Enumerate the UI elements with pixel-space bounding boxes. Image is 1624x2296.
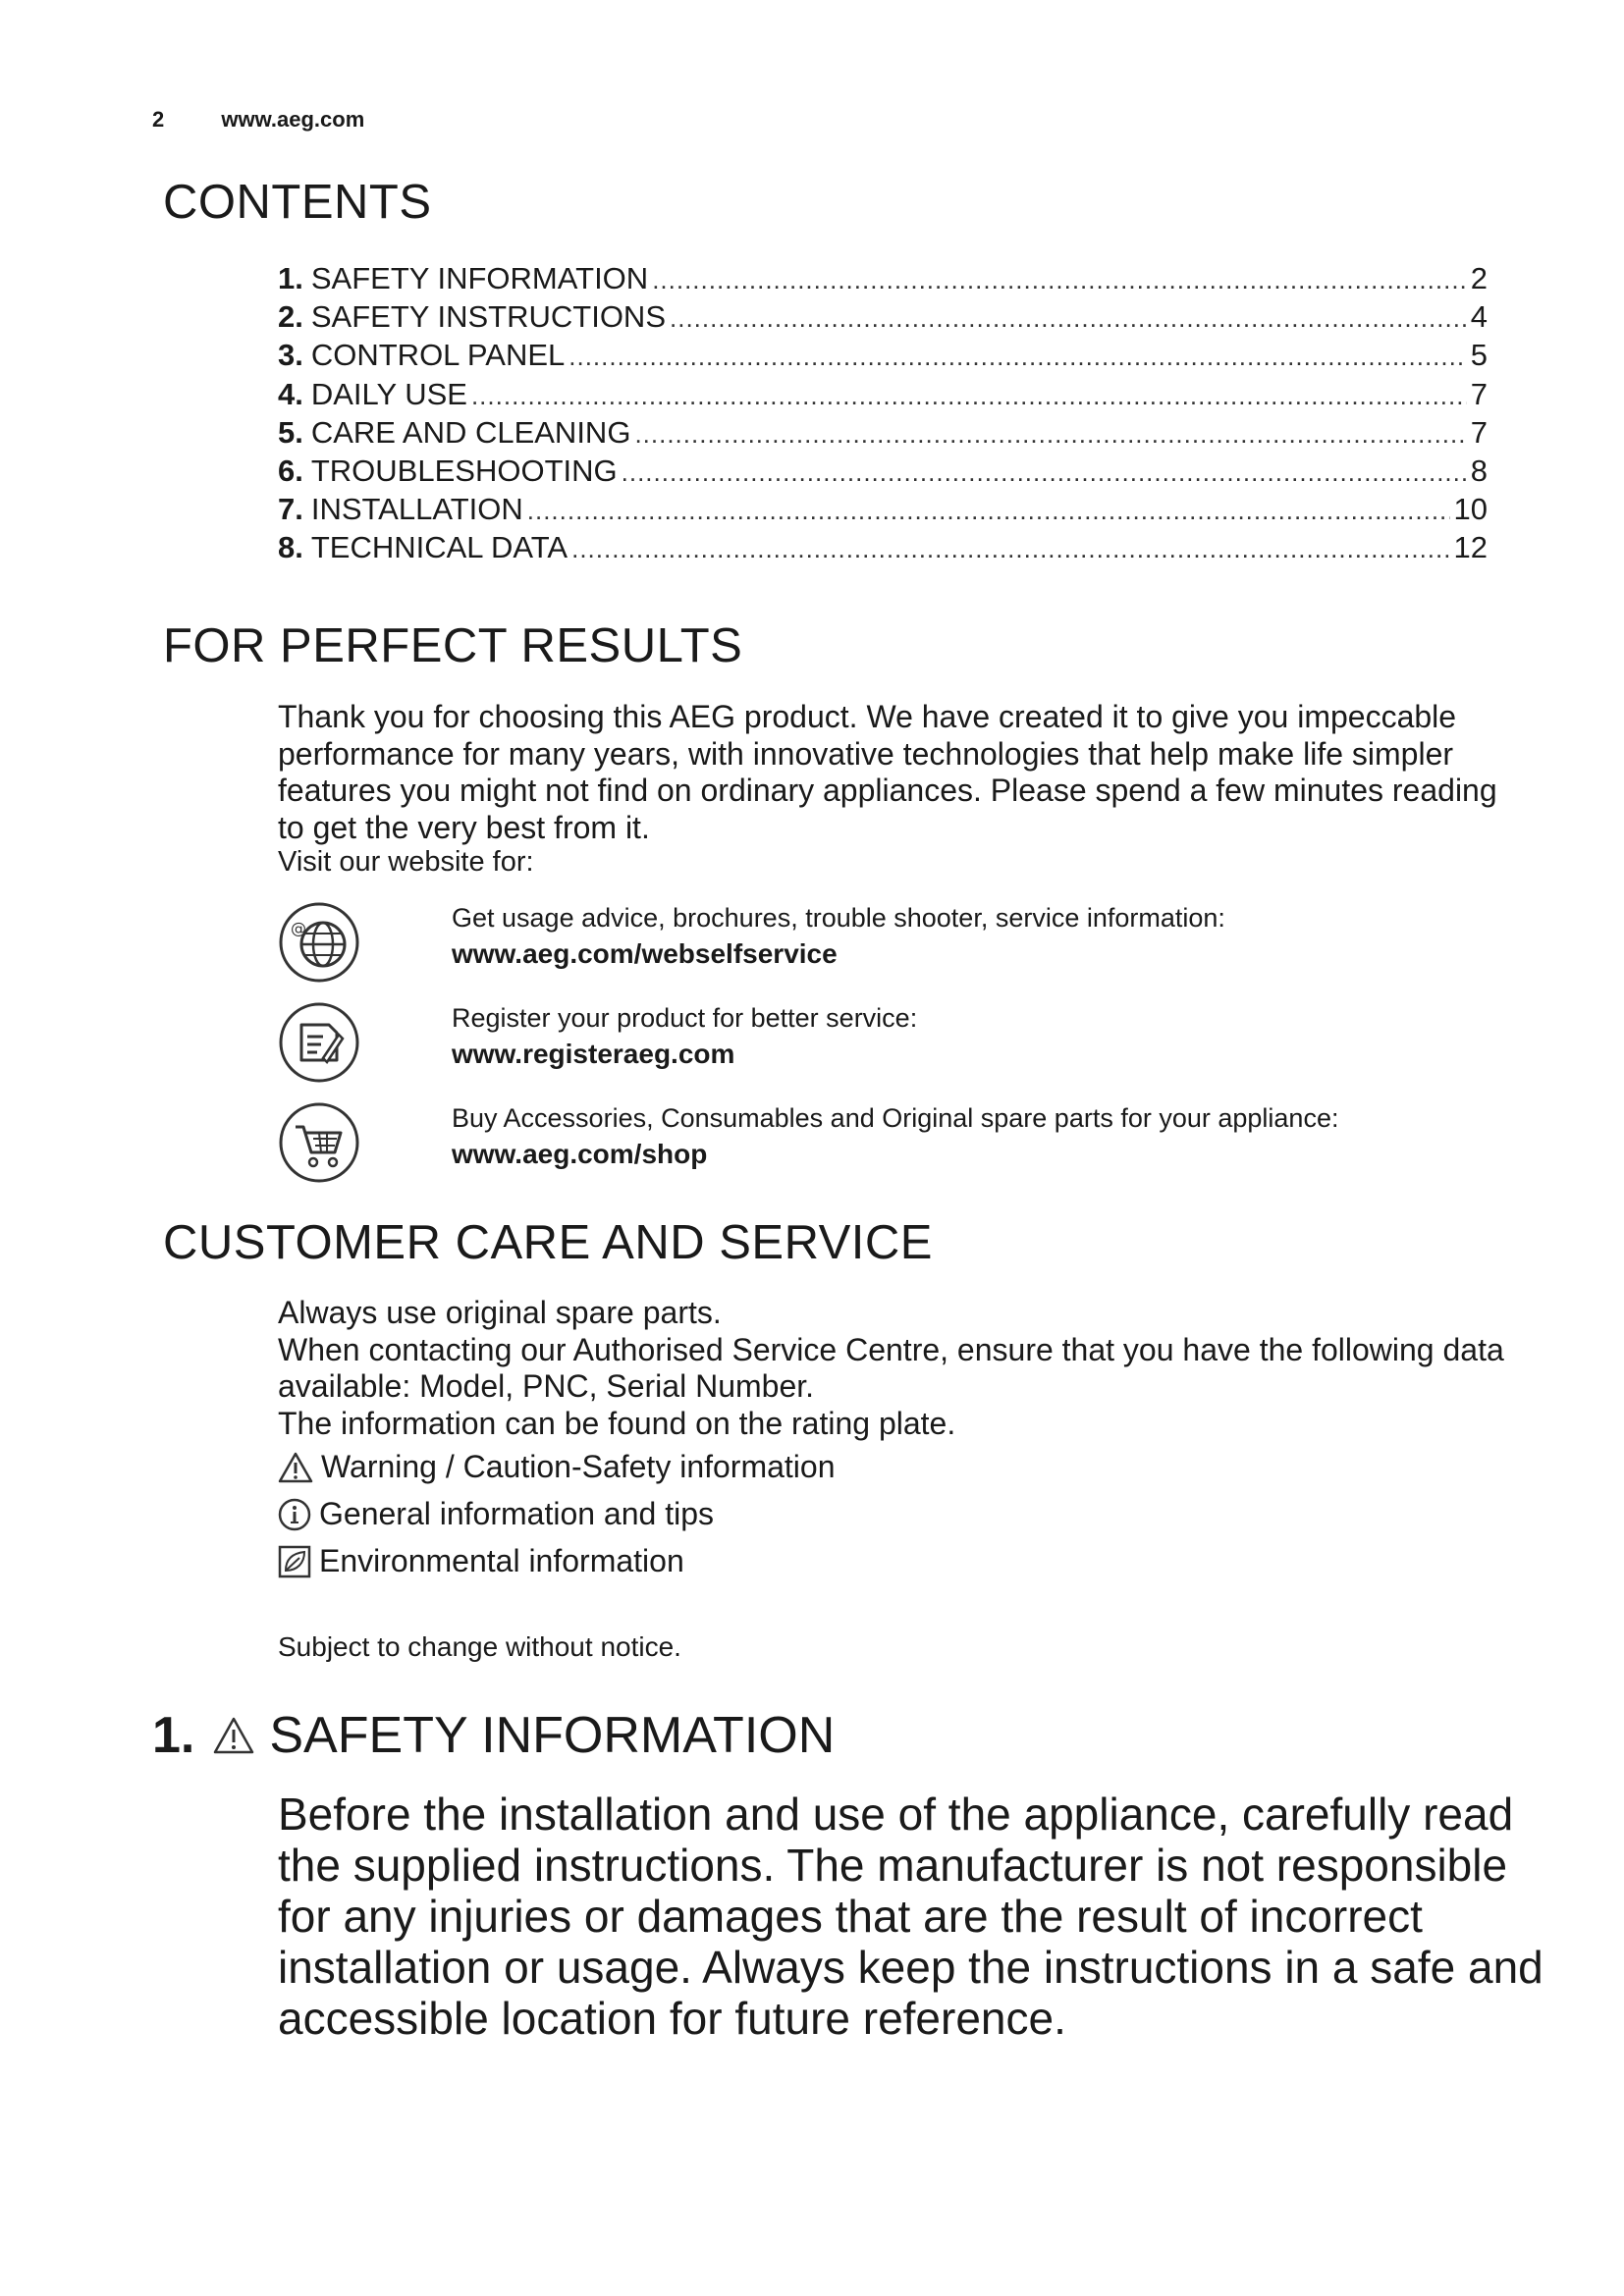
care-line: Always use original spare parts. xyxy=(278,1295,722,1330)
legend-text: Environmental information xyxy=(319,1543,684,1578)
toc-label: TROUBLESHOOTING xyxy=(310,453,618,488)
toc-leader xyxy=(471,381,1467,411)
register-icon xyxy=(278,1001,360,1084)
toc-label: CARE AND CLEANING xyxy=(310,414,631,450)
toc-num: 6. xyxy=(278,453,303,488)
svg-text:@: @ xyxy=(291,919,306,937)
warning-icon xyxy=(278,1451,313,1484)
toc-page: 5 xyxy=(1470,338,1488,373)
legend-text: General information and tips xyxy=(319,1496,714,1531)
care-line: The information can be found on the rating plate. xyxy=(278,1405,956,1441)
care-line: When contacting our Authorised Service Centre, ensure that you have the following data available: Model, PNC, Serial Number. xyxy=(278,1331,1504,1404)
toc-item[interactable] xyxy=(278,338,1488,376)
toc-leader xyxy=(568,342,1467,372)
legend-environment xyxy=(278,1543,684,1579)
web-item-text: Get usage advice, brochures, trouble shooter, service information: xyxy=(452,903,1225,933)
perfect-results-title: FOR PERFECT RESULTS xyxy=(163,619,743,672)
toc-item[interactable] xyxy=(278,454,1488,492)
toc-label: SAFETY INSTRUCTIONS xyxy=(310,299,666,335)
customer-care-text xyxy=(278,1295,1505,1442)
table-of-contents xyxy=(278,261,1488,569)
customer-care-title: CUSTOMER CARE AND SERVICE xyxy=(163,1216,933,1269)
toc-leader xyxy=(571,534,1449,564)
globe-icon xyxy=(278,901,360,984)
toc-page: 2 xyxy=(1470,261,1488,295)
toc-page: 7 xyxy=(1470,376,1488,411)
safety-title xyxy=(152,1706,835,1765)
toc-label: TECHNICAL DATA xyxy=(310,530,568,565)
toc-item[interactable] xyxy=(278,530,1488,568)
info-icon xyxy=(278,1498,311,1531)
toc-leader xyxy=(634,419,1466,450)
toc-num: 5. xyxy=(278,414,303,450)
toc-num: 8. xyxy=(278,530,303,565)
toc-page: 10 xyxy=(1453,492,1488,527)
toc-item[interactable] xyxy=(278,261,1488,299)
registeraeg-link[interactable]: www.registeraeg.com xyxy=(452,1039,735,1069)
shop-link[interactable]: www.aeg.com/shop xyxy=(452,1139,708,1169)
toc-num: 2. xyxy=(278,299,303,335)
web-item-text: Buy Accessories, Consumables and Original spare parts for your appliance: xyxy=(452,1103,1339,1133)
safety-paragraph: Before the installation and use of the appliance, carefully read the supplied instructions. The manufacturer is not responsible for any injuries or damages that are the result of incorrect installation or usage. Always keep the instructions in a safe and accessible location for future reference. xyxy=(278,1789,1543,2044)
webselfservice-link[interactable]: www.aeg.com/webselfservice xyxy=(452,938,838,969)
toc-leader xyxy=(622,457,1467,488)
toc-leader xyxy=(652,265,1467,295)
toc-page: 8 xyxy=(1470,453,1488,488)
toc-num: 1. xyxy=(278,261,303,295)
intro-paragraph: Thank you for choosing this AEG product. We have created it to give you impeccable performance for many years, with innovative technologies that help make life simpler features you might not find on ordinary appliances. Please spend a few minutes reading to get the very best from it. xyxy=(278,699,1497,845)
toc-label: CONTROL PANEL xyxy=(310,338,566,373)
contents-title: CONTENTS xyxy=(163,176,432,229)
web-item-service xyxy=(278,901,1515,989)
toc-leader xyxy=(527,496,1450,526)
toc-label: DAILY USE xyxy=(310,376,467,411)
leaf-icon xyxy=(278,1545,311,1578)
toc-item[interactable] xyxy=(278,415,1488,454)
legend-warning xyxy=(278,1449,836,1485)
page-header xyxy=(152,107,364,133)
toc-num: 7. xyxy=(278,492,303,527)
warning-icon xyxy=(212,1716,255,1755)
page-number: 2 xyxy=(152,107,165,132)
section-number: 1. xyxy=(152,1707,195,1764)
toc-item[interactable] xyxy=(278,299,1488,338)
toc-item[interactable] xyxy=(278,377,1488,415)
toc-label: INSTALLATION xyxy=(310,492,523,527)
toc-label: SAFETY INFORMATION xyxy=(310,261,649,295)
toc-item[interactable] xyxy=(278,492,1488,530)
legend-text: Warning / Caution-Safety information xyxy=(321,1449,836,1484)
change-notice: Subject to change without notice. xyxy=(278,1631,681,1662)
cart-icon xyxy=(278,1101,360,1184)
legend-info xyxy=(278,1496,714,1532)
toc-page: 7 xyxy=(1470,414,1488,450)
toc-page: 4 xyxy=(1470,299,1488,335)
web-item-text: Register your product for better service: xyxy=(452,1003,918,1033)
site-url[interactable]: www.aeg.com xyxy=(221,107,365,132)
toc-num: 3. xyxy=(278,338,303,373)
visit-label: Visit our website for: xyxy=(278,846,534,878)
toc-page: 12 xyxy=(1453,530,1488,565)
web-item-register xyxy=(278,1001,1515,1090)
toc-leader xyxy=(670,303,1467,334)
toc-num: 4. xyxy=(278,376,303,411)
web-item-shop xyxy=(278,1101,1515,1190)
safety-heading-text: SAFETY INFORMATION xyxy=(269,1707,836,1764)
